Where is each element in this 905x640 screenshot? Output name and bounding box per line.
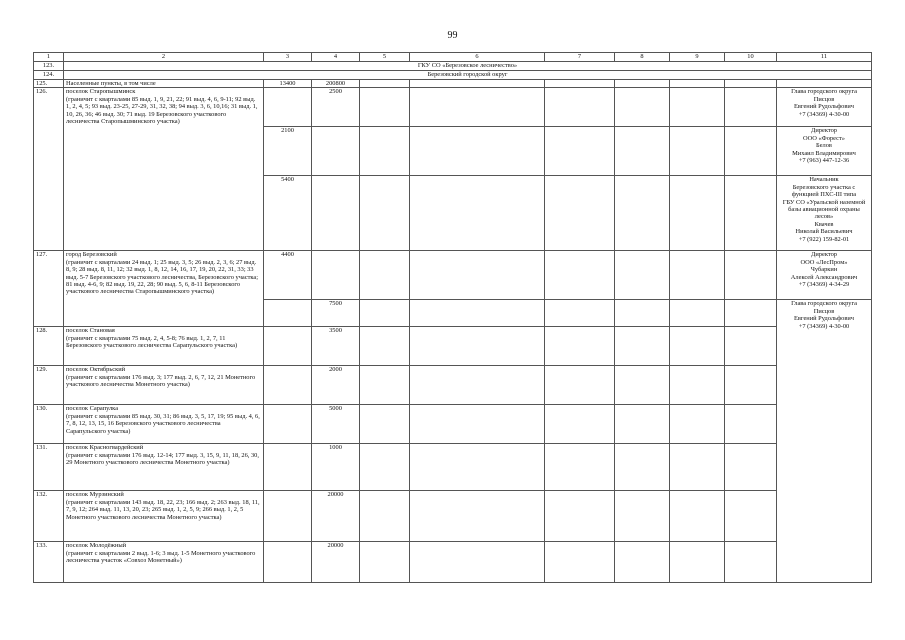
empty-cell [410, 251, 545, 300]
empty-cell [725, 327, 777, 366]
contact-cell: Директор ООО «ЛесПром» Чубаркин Алексей Александрович +7 (34369) 4-34-29 [777, 251, 872, 300]
col3-value [264, 491, 312, 542]
col3-value: 13400 [264, 80, 312, 88]
column-header-3: 3 [264, 53, 312, 62]
empty-cell [360, 405, 410, 444]
column-header-11: 11 [777, 53, 872, 62]
col3-value [264, 300, 312, 327]
contact-cell: Глава городского округа Писцов Евгений Рудольфович +7 (34369) 4-30-00 [777, 88, 872, 127]
empty-cell [725, 176, 777, 251]
col3-value [264, 366, 312, 405]
col4-value: 3500 [312, 327, 360, 366]
empty-cell [410, 542, 545, 583]
column-header-6: 6 [410, 53, 545, 62]
empty-cell [360, 176, 410, 251]
section-title: Березовский городской округ [64, 71, 872, 80]
col4-value: 20000 [312, 491, 360, 542]
empty-cell [615, 176, 670, 251]
col4-value: 7500 [312, 300, 360, 327]
col3-value: 5400 [264, 176, 312, 251]
table-row [34, 71, 872, 80]
row-number: 126. [34, 88, 64, 251]
settlement-name: поселок Становая (граничит с кварталами 75 выд. 2, 4, 5-8; 76 выд. 1, 2, 7, 11 Березовского участкового лесничества Сарапульского участка) [64, 327, 264, 366]
empty-cell [670, 366, 725, 405]
empty-cell [670, 444, 725, 491]
col3-value [264, 327, 312, 366]
empty-cell [615, 251, 670, 300]
empty-cell [545, 127, 615, 176]
col3-value: 4400 [264, 251, 312, 300]
empty-cell [360, 542, 410, 583]
table-row [34, 444, 872, 491]
row-number: 123. [34, 62, 64, 71]
column-header-10: 10 [725, 53, 777, 62]
settlement-name: поселок Красногвардейский (граничит с кварталами 176 выд. 12-14; 177 выд. 3, 15, 9, 11, 18, 26, 30, 29 Монетного участкового лесничества Монетного участка) [64, 444, 264, 491]
empty-cell [360, 251, 410, 300]
empty-cell [545, 80, 615, 88]
row-number: 124. [34, 71, 64, 80]
empty-cell [410, 176, 545, 251]
col4-value [312, 251, 360, 300]
empty-cell [410, 327, 545, 366]
empty-cell [670, 300, 725, 327]
empty-cell [615, 300, 670, 327]
col4-value [312, 127, 360, 176]
empty-cell [670, 405, 725, 444]
empty-cell [410, 366, 545, 405]
empty-cell [725, 80, 777, 88]
empty-cell [725, 88, 777, 127]
col4-value: 5000 [312, 405, 360, 444]
row-number: 130. [34, 405, 64, 444]
col3-value [264, 444, 312, 491]
settlement-name: Населенные пункты, в том числе [64, 80, 264, 88]
empty-cell [725, 127, 777, 176]
col4-value: 2500 [312, 88, 360, 127]
empty-cell [360, 327, 410, 366]
table-row [34, 491, 872, 542]
empty-cell [360, 300, 410, 327]
row-number: 133. [34, 542, 64, 583]
table-row [34, 542, 872, 583]
row-number: 132. [34, 491, 64, 542]
row-number: 131. [34, 444, 64, 491]
empty-cell [410, 80, 545, 88]
empty-cell [545, 444, 615, 491]
contact-cell [777, 80, 872, 88]
col4-value [312, 176, 360, 251]
empty-cell [670, 176, 725, 251]
col4-value: 1000 [312, 444, 360, 491]
empty-cell [545, 300, 615, 327]
contact-cell: Директор ООО «Форест» Белов Михаил Владимирович +7 (963) 447-12-36 [777, 127, 872, 176]
table-row [34, 80, 872, 88]
contact-cell-shared: Глава городского округа Писцов Евгений Рудольфович +7 (34369) 4-30-00 [777, 300, 872, 583]
empty-cell [670, 127, 725, 176]
empty-cell [545, 405, 615, 444]
col3-value [264, 405, 312, 444]
table-row [34, 405, 872, 444]
settlement-name: поселок Молодёжный (граничит с кварталами 2 выд. 1-6; 3 выд. 1-5 Монетного участкового лесничества участок «Совхоз Монетный») [64, 542, 264, 583]
empty-cell [545, 251, 615, 300]
settlement-name: поселок Старопышминск (граничит с кварталами 85 выд. 1, 9, 21, 22; 91 выд. 4, 6, 9-11; 92 выд. 1, 2, 4, 5; 93 выд. 23-25, 27-29, 31, 32, 38; 94 выд. 3, 6, 10,16; 31 выд. 1, 10, 26, 36; 46 выд. 30; 71 выд. 19 Березовского участкового лесничества Старопышминского участка) [64, 88, 264, 251]
empty-cell [360, 80, 410, 88]
table-row [34, 327, 872, 366]
empty-cell [725, 405, 777, 444]
empty-cell [615, 444, 670, 491]
row-number: 127. [34, 251, 64, 327]
empty-cell [725, 251, 777, 300]
empty-cell [410, 491, 545, 542]
contact-cell: Начальник Березовского участка с функцией ПХС-III типа ГБУ СО «Уральской наземной базы авиационной охраны лесов» Квачев Николай Васильевич +7 (922) 159-82-01 [777, 176, 872, 251]
empty-cell [725, 300, 777, 327]
row-number: 129. [34, 366, 64, 405]
column-header-5: 5 [360, 53, 410, 62]
empty-cell [670, 491, 725, 542]
empty-cell [725, 366, 777, 405]
col3-value [264, 88, 312, 127]
empty-cell [615, 88, 670, 127]
empty-cell [615, 327, 670, 366]
empty-cell [545, 327, 615, 366]
empty-cell [410, 405, 545, 444]
empty-cell [670, 542, 725, 583]
empty-cell [360, 491, 410, 542]
column-header-2: 2 [64, 53, 264, 62]
empty-cell [410, 300, 545, 327]
empty-cell [725, 542, 777, 583]
empty-cell [615, 80, 670, 88]
empty-cell [615, 491, 670, 542]
column-header-4: 4 [312, 53, 360, 62]
column-header-1: 1 [34, 53, 64, 62]
col3-value: 2100 [264, 127, 312, 176]
table-row [34, 88, 872, 127]
register-table [33, 52, 872, 583]
empty-cell [360, 444, 410, 491]
empty-cell [670, 251, 725, 300]
row-number: 125. [34, 80, 64, 88]
settlement-name: поселок Мурзинский (граничит с кварталами 143 выд. 18, 22, 23; 166 выд. 2; 263 выд. 18, 11, 7, 9, 12; 264 выд. 11, 13, 20, 23; 265 выд. 1, 2, 5, 9; 266 выд. 1, 2, 5 Монетного участкового лесничества Монетного участка) [64, 491, 264, 542]
table-row [34, 53, 872, 62]
empty-cell [725, 491, 777, 542]
row-number: 128. [34, 327, 64, 366]
empty-cell [545, 542, 615, 583]
empty-cell [615, 405, 670, 444]
settlement-name: поселок Сарапулка (граничит с кварталами 85 выд. 30, 31; 86 выд. 3, 5, 17, 19; 95 выд. 4, 6, 7, 8, 12, 13, 15, 16 Березовского участкового лесничества Сарапульского участка) [64, 405, 264, 444]
empty-cell [615, 366, 670, 405]
empty-cell [545, 88, 615, 127]
col4-value: 200800 [312, 80, 360, 88]
empty-cell [410, 88, 545, 127]
table-row [34, 62, 872, 71]
col3-value [264, 542, 312, 583]
settlement-name: поселок Октябрьский (граничит с кварталами 176 выд. 3; 177 выд. 2, 6, 7, 12, 21 Монетного участкового лесничества Монетного участка) [64, 366, 264, 405]
empty-cell [725, 444, 777, 491]
column-header-8: 8 [615, 53, 670, 62]
empty-cell [360, 127, 410, 176]
empty-cell [670, 88, 725, 127]
empty-cell [615, 542, 670, 583]
empty-cell [545, 366, 615, 405]
empty-cell [545, 176, 615, 251]
table-row [34, 366, 872, 405]
col4-value: 2000 [312, 366, 360, 405]
empty-cell [410, 444, 545, 491]
empty-cell [670, 80, 725, 88]
empty-cell [545, 491, 615, 542]
empty-cell [615, 127, 670, 176]
table-row [34, 251, 872, 300]
empty-cell [360, 88, 410, 127]
column-header-7: 7 [545, 53, 615, 62]
column-header-9: 9 [670, 53, 725, 62]
section-title: ГКУ СО «Березовское лесничество» [64, 62, 872, 71]
register-table-body [34, 53, 872, 583]
empty-cell [410, 127, 545, 176]
settlement-name: город Березовский (граничит с кварталами 24 выд. 1; 25 выд. 3, 5; 26 выд. 2, 3, 6; 27 выд. 8, 9; 28 выд. 8, 11, 12; 32 выд. 1, 8, 12, 14, 16, 17, 19, 20, 22, 31, 33; 33 выд. 5-7 Березовского участкового лесничества, Березовского участка; 81 выд. 4-6, 9; 82 выд. 19, 22, 28; 90 выд. 5, 6, 8-11 Березовского участкового лесничества Старопышминского участка) [64, 251, 264, 327]
empty-cell [360, 366, 410, 405]
col4-value: 20000 [312, 542, 360, 583]
empty-cell [670, 327, 725, 366]
page-number: 99 [447, 30, 458, 41]
